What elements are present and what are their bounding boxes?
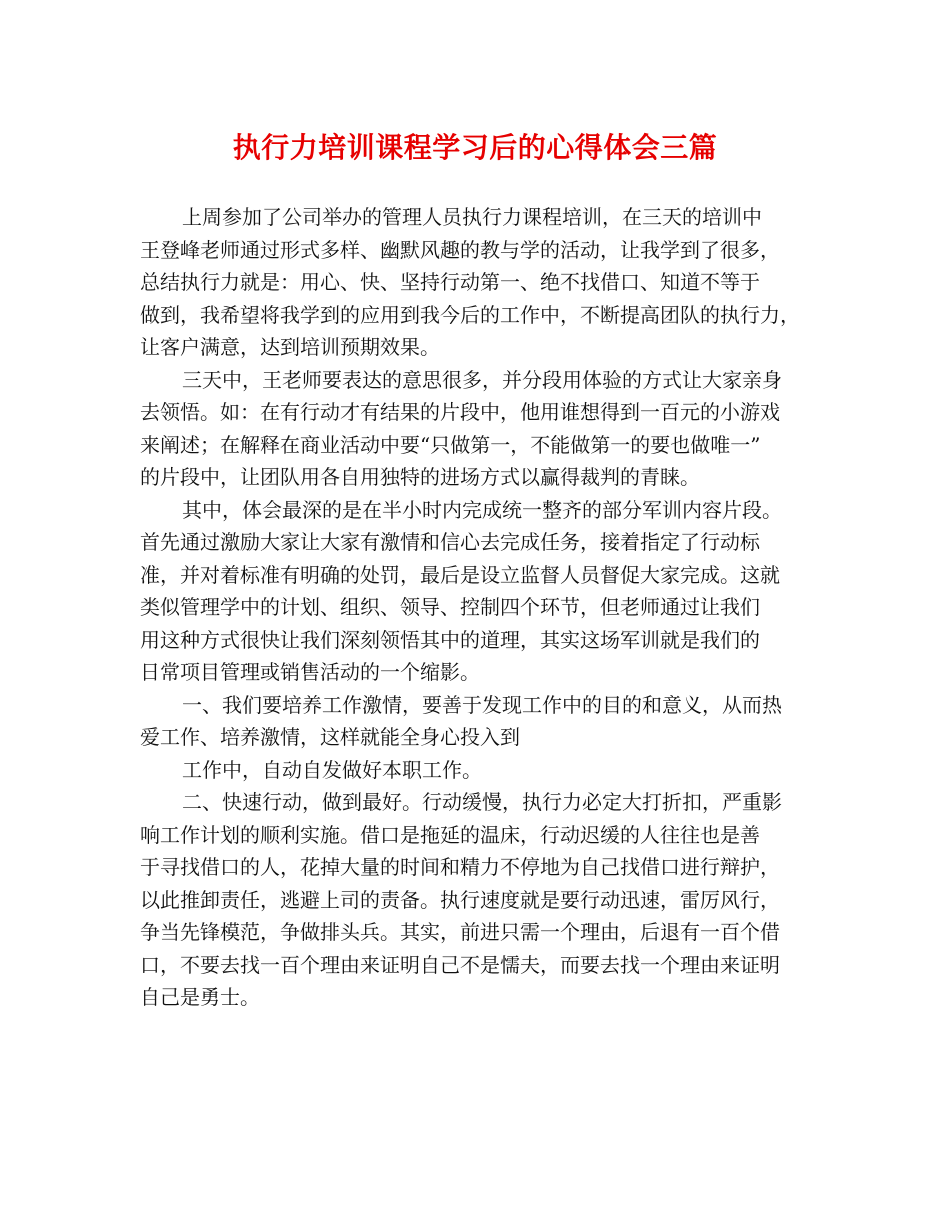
text-line: 工作中，自动自发做好本职工作。	[182, 757, 482, 782]
text-line: 总结执行力就是：用心、快、坚持行动第一、绝不找借口、知道不等于	[140, 270, 760, 294]
document-title: 执行力培训课程学习后的心得体会三篇	[232, 131, 718, 164]
text-line: 来阐述；在解释在商业活动中要“只做第一，不能做第一的要也做唯一”	[140, 432, 761, 457]
text-line: 用这种方式很快让我们深刻领悟其中的道理，其实这场军训就是我们的	[140, 627, 760, 652]
text-line: 做到，我希望将我学到的应用到我今后的工作中，不断提高团队的执行力，	[140, 302, 800, 327]
text-line: 以此推卸责任，逃避上司的责备。执行速度就是要行动迅速，雷厉风行，	[140, 887, 780, 912]
text-line: 口，不要去找一百个理由来证明自己不是懦夫，而要去找一个理由来证明	[140, 952, 780, 977]
text-line: 去领悟。如：在有行动才有结果的片段中，他用谁想得到一百元的小游戏	[140, 400, 780, 424]
text-line: 让客户满意，达到培训预期效果。	[140, 335, 440, 359]
text-line: 争当先锋模范，争做排头兵。其实，前进只需一个理由，后退有一百个借	[140, 920, 780, 944]
text-line: 首先通过激励大家让大家有激情和信心去完成任务，接着指定了行动标	[140, 530, 760, 554]
text-line: 类似管理学中的计划、组织、领导、控制四个环节，但老师通过让我们	[140, 595, 760, 619]
text-line: 准，并对着标准有明确的处罚，最后是设立监督人员督促大家完成。这就	[140, 562, 780, 587]
text-line: 日常项目管理或销售活动的一个缩影。	[140, 660, 480, 684]
text-line: 其中，体会最深的是在半小时内完成统一整齐的部分军训内容片段。	[182, 497, 782, 522]
text-line: 爱工作、培养激情，这样就能全身心投入到	[140, 725, 520, 749]
text-line: 响工作计划的顺利实施。借口是拖延的温床，行动迟缓的人往往也是善	[140, 822, 760, 847]
text-line: 于寻找借口的人，花掉大量的时间和精力不停地为自己找借口进行辩护，	[140, 855, 780, 879]
text-line: 上周参加了公司举办的管理人员执行力课程培训，在三天的培训中	[182, 205, 762, 229]
document-body	[140, 201, 812, 1014]
text-line: 自己是勇士。	[140, 985, 260, 1009]
text-line: 王登峰老师通过形式多样、幽默风趣的教与学的活动，让我学到了很多，	[140, 237, 780, 262]
text-line: 三天中，王老师要表达的意思很多，并分段用体验的方式让大家亲身	[182, 367, 782, 392]
text-line: 二、快速行动，做到最好。行动缓慢，执行力必定大打折扣，严重影	[182, 790, 782, 814]
text-line: 一、我们要培养工作激情，要善于发现工作中的目的和意义，从而热	[182, 692, 782, 717]
text-line: 的片段中，让团队用各自用独特的进场方式以赢得裁判的青睐。	[140, 465, 700, 489]
